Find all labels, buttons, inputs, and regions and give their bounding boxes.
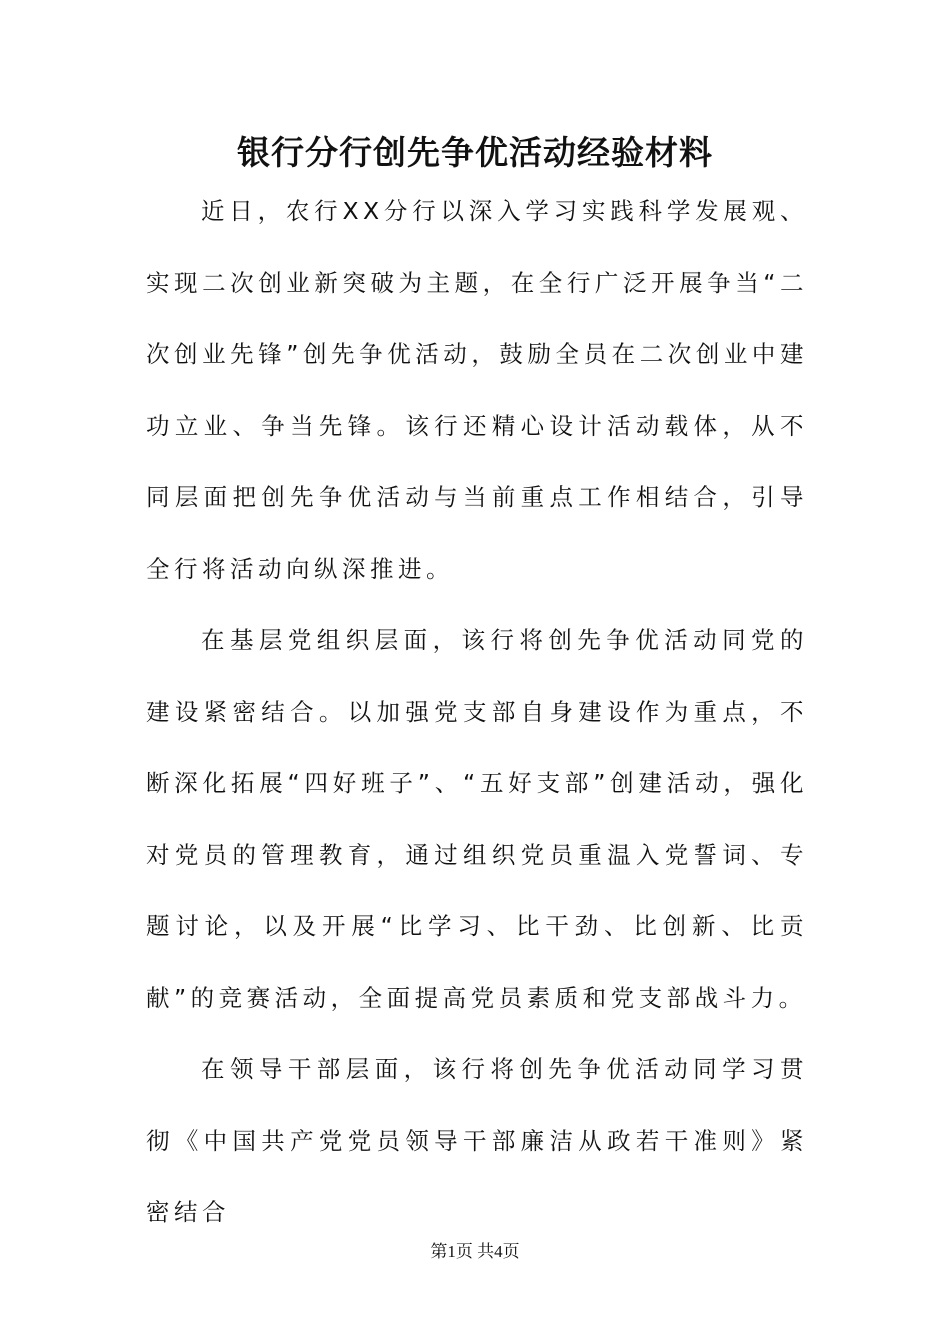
paragraph-2: 在基层党组织层面，该行将创先争优活动同党的建设紧密结合。以加强党支部自身建设作为重点，不断深化拓展“四好班子”、“五好支部”创建活动，强化对党员的管理教育，通过组织党员重温入党誓词、专题讨论，以及开展“比学习、比干劲、比创新、比贡献”的竞赛活动，全面提高党员素质和党支部战斗力。 (146, 626, 808, 1012)
document-title: 银行分行创先争优活动经验材料 (237, 133, 713, 172)
page-number-footer: 第1页 共4页 (430, 1242, 520, 1261)
paragraph-3: 在领导干部层面，该行将创先争优活动同学习贯彻《中国共产党党员领导干部廉洁从政若干准则》紧密结合 (146, 1055, 808, 1226)
paragraph-1: 近日，农行XX分行以深入学习实践科学发展观、实现二次创业新突破为主题，在全行广泛开展争当“二次创业先锋”创先争优活动，鼓励全员在二次创业中建功立业、争当先锋。该行还精心设计活动载体，从不同层面把创先争优活动与当前重点工作相结合，引导全行将活动向纵深推进。 (146, 197, 808, 583)
document-body (146, 176, 808, 1249)
